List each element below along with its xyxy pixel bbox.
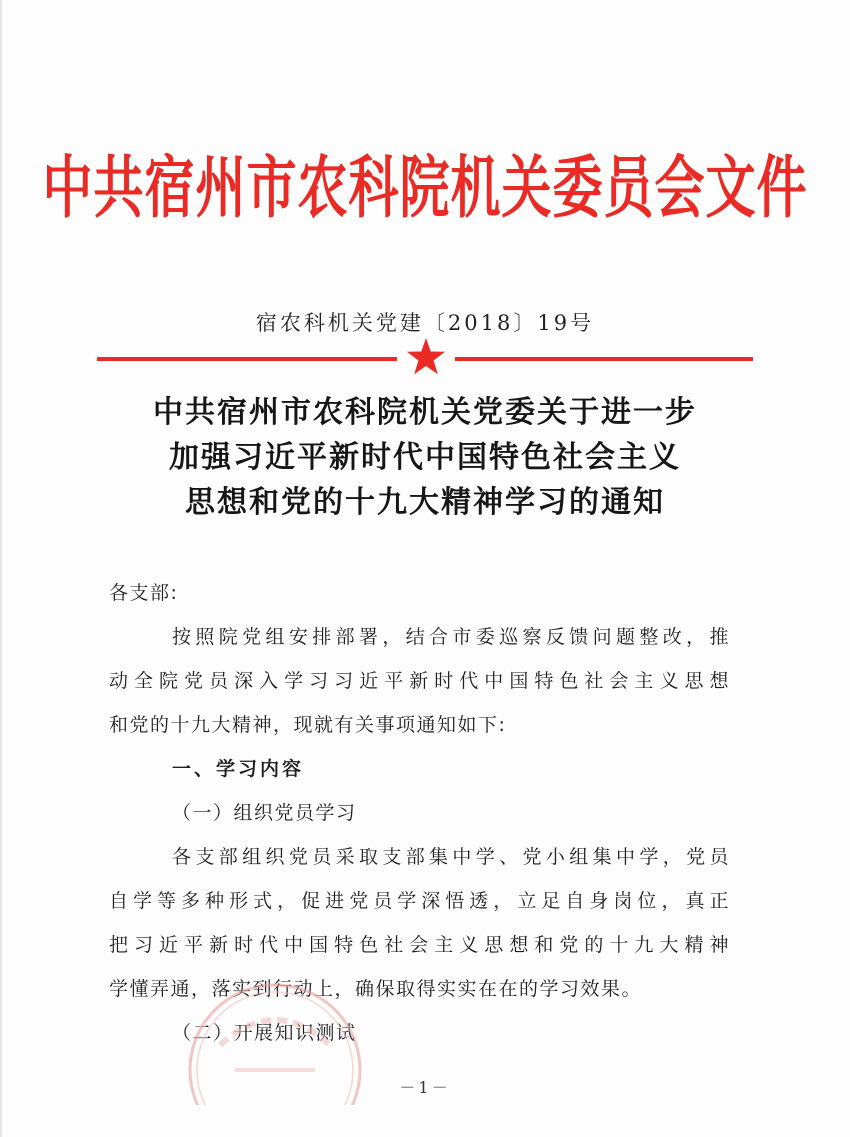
- salutation: 各支部:: [109, 582, 179, 604]
- title-line: 加强习近平新时代中国特色社会主义: [169, 440, 681, 475]
- paragraph-line: 动全院党员深入学习习近平新时代中国特色社会主义思想: [109, 670, 730, 692]
- paragraph-line: 各支部组织党员采取支部集中学、党小组集中学，党员: [172, 846, 730, 868]
- section-heading: 一、学习内容: [172, 758, 305, 780]
- red-masthead: 中共宿州市农科院机关委员会文件: [42, 147, 808, 228]
- subsection-heading: （二）开展知识测试: [172, 1022, 357, 1044]
- red-rule-left: [97, 357, 397, 361]
- paragraph-line: 和党的十九大精神，现就有关事项通知如下:: [109, 714, 507, 736]
- red-rule-right: [455, 357, 753, 361]
- title-line: 思想和党的十九大精神学习的通知: [185, 485, 665, 520]
- paragraph-line: 按照院党组安排部署，结合市委巡察反馈问题整改，推: [172, 626, 730, 648]
- page-number: －1－: [399, 1078, 451, 1097]
- title-line: 中共宿州市农科院机关党委关于进一步: [153, 395, 697, 430]
- paragraph-line: 学懂弄通，落实到行动上，确保取得实实在在的学习效果。: [109, 978, 643, 1000]
- document-number: 宿农科机关党建〔2018〕19号: [255, 311, 595, 335]
- paragraph-line: 把习近平新时代中国特色社会主义思想和党的十九大精神: [109, 934, 730, 956]
- notice-title: [0, 390, 850, 525]
- subsection-heading: （一）组织党员学习: [172, 802, 357, 824]
- paragraph-line: 自学等多种形式，促进党员学深悟透，立足自身岗位，真正: [109, 890, 730, 912]
- red-star-icon: [406, 337, 446, 377]
